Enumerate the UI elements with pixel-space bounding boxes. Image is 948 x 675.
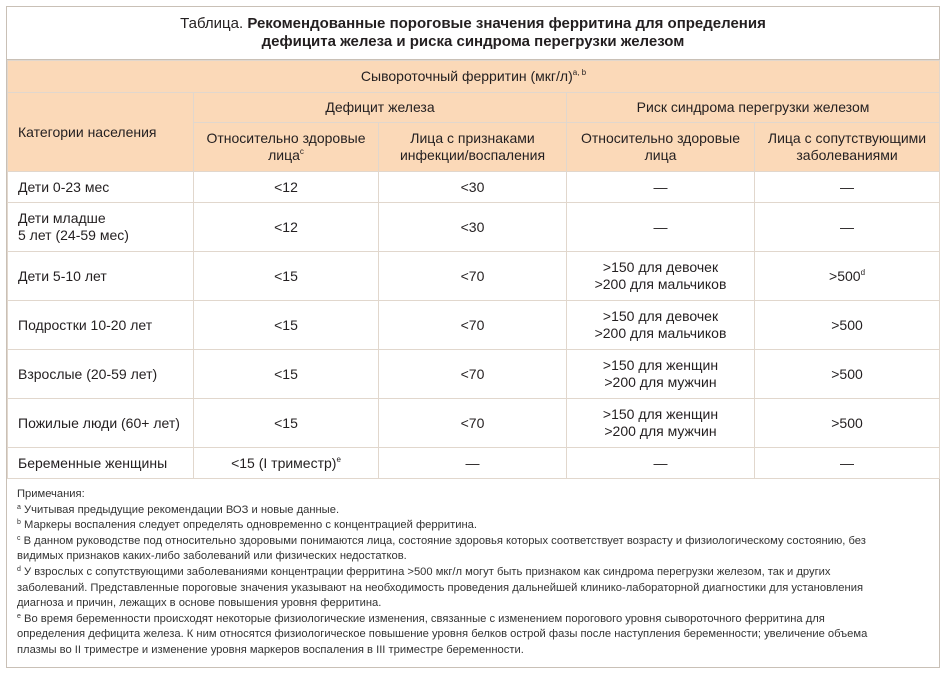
row-category: Дети 5-10 лет: [8, 252, 194, 301]
cell-infection: <70: [379, 399, 567, 448]
note-c-text-2: видимых признаков каких-либо заболеваний или физических недостатков.: [17, 550, 407, 563]
note-d-text-1: У взрослых с сопутствующими заболеваниями концентрации ферритина >500 мкг/л могут быть признаком как синдрома перегрузки железом, так и других: [24, 565, 831, 578]
comorbidity-header: [755, 123, 940, 172]
cell-infection: <30: [379, 172, 567, 203]
row-category-line1: Дети младше: [18, 210, 106, 226]
infection-header-line2: инфекции/воспаления: [399, 147, 546, 163]
healthy-header-line2: лица: [268, 147, 300, 163]
cell-healthy: [194, 448, 379, 479]
note-e-sup: e: [17, 612, 21, 620]
overload-line1: >150 для девочек: [602, 259, 719, 275]
cell-infection: <30: [379, 203, 567, 252]
cell-overload-healthy: [567, 399, 755, 448]
notes-section: [7, 479, 939, 659]
note-c-text-1: В данном руководстве под относительно здоровыми понимаются лица, состояние здоровья которых соответствует возрасту и физиологическому состоянию, без: [23, 534, 866, 547]
row-category: Взрослые (20-59 лет): [8, 350, 194, 399]
pregnant-value: <15 (I триместр): [231, 454, 337, 471]
cell-comorbidity: [755, 252, 940, 301]
cell-healthy: <15: [194, 399, 379, 448]
note-e-text-2: определения дефицита железа. К ним относятся физиологическое повышение уровня белков острой фазы после наступления беременности; увеличение объема: [17, 628, 868, 641]
row-category: [8, 203, 194, 252]
overload-line1: >150 для женщин: [602, 357, 719, 373]
overload-line2: >200 для мужчин: [604, 423, 717, 439]
cell-infection: <70: [379, 301, 567, 350]
overload-line1: >150 для девочек: [602, 308, 719, 324]
cell-comorbidity: >500: [755, 301, 940, 350]
note-e: [17, 612, 929, 659]
cell-infection: —: [379, 448, 567, 479]
comorbidity-header-line2: заболеваниями: [796, 147, 898, 163]
note-b: [17, 518, 929, 534]
table-row: [8, 252, 940, 301]
note-c: [17, 534, 929, 565]
row-category: Пожилые люди (60+ лет): [8, 399, 194, 448]
table-row: [8, 301, 940, 350]
serum-ferritin-label: Сывороточный ферритин (мкг/л): [360, 68, 573, 84]
note-d-sup: d: [17, 565, 21, 573]
note-b-sup: b: [17, 519, 21, 527]
ferritin-table-frame: [6, 6, 940, 668]
ferritin-table: [7, 60, 940, 479]
header-row-groups: [8, 93, 940, 123]
cell-overload-healthy: —: [567, 448, 755, 479]
cell-healthy: <12: [194, 203, 379, 252]
note-a-text: Учитывая предыдущие рекомендации ВОЗ и новые данные.: [24, 503, 340, 516]
cell-comorbidity: >500: [755, 399, 940, 448]
note-a: [17, 503, 929, 519]
table-row: [8, 448, 940, 479]
title-line-2: дефицита железа и риска синдрома перегрузки железом: [261, 33, 685, 50]
comorbidity-value: >500: [829, 267, 861, 284]
note-e-text-1: Во время беременности происходят некоторые физиологические изменения, связанные с изменением порогового уровня сывороточного ферритина для: [24, 612, 825, 625]
row-category-line2: 5 лет (24-59 мес): [18, 227, 129, 243]
cell-infection: <70: [379, 350, 567, 399]
cell-infection: <70: [379, 252, 567, 301]
cell-healthy: <12: [194, 172, 379, 203]
comorbidity-sup: d: [860, 267, 866, 277]
healthy-overload-header: [567, 123, 755, 172]
cell-overload-healthy: [567, 301, 755, 350]
note-c-sup: c: [17, 534, 21, 542]
note-d: [17, 565, 929, 612]
serum-ferritin-sup: a, b: [572, 68, 587, 77]
category-header: Категории населения: [8, 93, 194, 172]
cell-healthy: <15: [194, 350, 379, 399]
healthy-overload-header-line1: Относительно здоровые: [580, 130, 740, 146]
healthy-header-line1: Относительно здоровые: [206, 130, 366, 146]
cell-healthy: <15: [194, 252, 379, 301]
cell-overload-healthy: [567, 252, 755, 301]
overload-header: Риск синдрома перегрузки железом: [567, 93, 940, 123]
deficiency-header: Дефицит железа: [194, 93, 567, 123]
note-a-sup: a: [17, 503, 21, 511]
cell-overload-healthy: [567, 350, 755, 399]
title-prefix: Таблица.: [180, 15, 248, 32]
healthy-header: [194, 123, 379, 172]
note-b-text: Маркеры воспаления следует определять одновременно с концентрацией ферритина.: [24, 519, 477, 532]
row-category: Беременные женщины: [8, 448, 194, 479]
title-line-1: Рекомендованные пороговые значения ферритина для определения: [247, 15, 766, 32]
row-category: Дети 0-23 мес: [8, 172, 194, 203]
healthy-header-sup: c: [299, 147, 304, 156]
serum-ferritin-header: [8, 61, 940, 93]
table-row: [8, 350, 940, 399]
table-title: [7, 7, 939, 60]
row-category: Подростки 10-20 лет: [8, 301, 194, 350]
overload-line2: >200 для мальчиков: [594, 276, 727, 292]
note-d-text-2: заболеваний. Представленные пороговые значения указывают на необходимость проведения дальнейшей клинико-лабораторной диагностики для установления: [17, 581, 864, 594]
overload-line2: >200 для мужчин: [604, 374, 717, 390]
pregnant-sup: e: [336, 454, 341, 464]
cell-comorbidity: >500: [755, 350, 940, 399]
cell-overload-healthy: —: [567, 172, 755, 203]
note-e-text-3: плазмы во II триместре и изменение уровня маркеров воспаления в III триместре беременности.: [17, 643, 524, 656]
table-row: [8, 399, 940, 448]
table-row: [8, 172, 940, 203]
cell-healthy: <15: [194, 301, 379, 350]
infection-header-line1: Лица с признаками: [410, 130, 535, 146]
cell-overload-healthy: —: [567, 203, 755, 252]
header-row-serum: [8, 61, 940, 93]
notes-title: Примечания:: [17, 488, 85, 500]
healthy-overload-header-line2: лица: [644, 147, 677, 163]
table-row: [8, 203, 940, 252]
overload-line1: >150 для женщин: [602, 406, 719, 422]
infection-header: [379, 123, 567, 172]
cell-comorbidity: —: [755, 448, 940, 479]
cell-comorbidity: —: [755, 172, 940, 203]
cell-comorbidity: —: [755, 203, 940, 252]
note-d-text-3: диагноза и причин, лежащих в основе повышения уровня ферритина.: [17, 597, 382, 610]
overload-line2: >200 для мальчиков: [594, 325, 727, 341]
comorbidity-header-line1: Лица с сопутствующими: [767, 130, 927, 146]
